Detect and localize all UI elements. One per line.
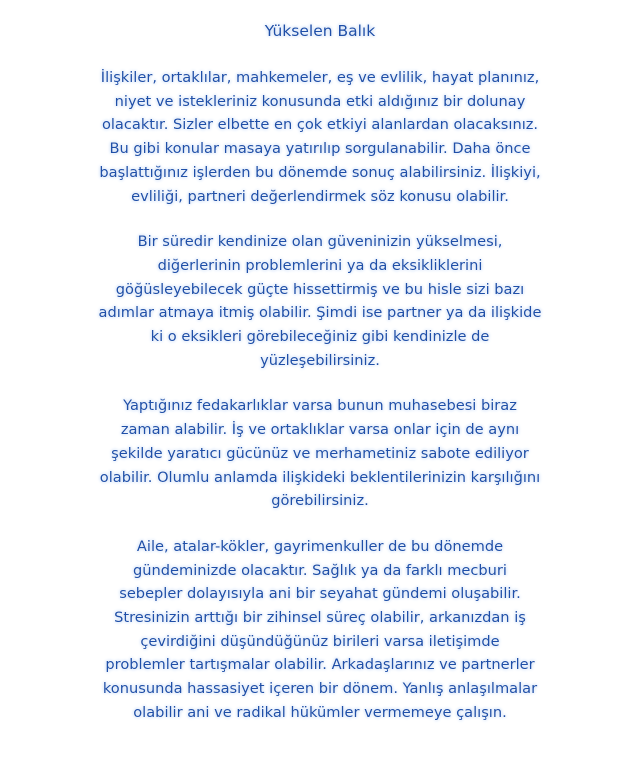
paragraph-2 (0, 230, 640, 372)
text-line: yüzleşebilirsiniz. (260, 351, 380, 369)
text-line: Stresinizin arttığı bir zihinsel süreç olabilir, arkanızdan iş (114, 609, 526, 627)
text-line: Bu gibi konular masaya yatırılıp sorgulanabilir. Daha önce (109, 140, 531, 158)
text-line: gündeminizde olacaktır. Sağlık ya da farklı mecburi (133, 561, 507, 579)
text-line: görebilirsiniz. (271, 492, 369, 510)
text-line: problemler tartışmalar olabilir. Arkadaşlarınız ve partnerler (105, 656, 535, 674)
text-line: olacaktır. Sizler elbette en çok etkiyi alanlardan olacaksınız. (101, 116, 539, 134)
text-line: konusunda hassasiyet içeren bir dönem. Yanlış anlaşılmalar (102, 680, 538, 698)
text-line: olabilir ani ve radikal hükümler vermemeye çalışın. (133, 703, 507, 721)
paragraph-4 (0, 535, 640, 725)
text-line: Aile, atalar-kökler, gayrimenkuller de bu dönemde (136, 537, 504, 555)
text-line: sebepler dolayısıyla ani bir seyahat gündemi oluşabilir. (119, 585, 521, 603)
text-line: şekilde yaratıcı gücünüz ve merhametiniz sabote ediliyor (111, 444, 529, 462)
text-line: diğerlerinin problemlerini ya da eksikliklerini (157, 256, 483, 274)
text-line: çevirdiğini düşündüğünüz birileri varsa iletişimde (140, 632, 500, 650)
text-line: evliliği, partneri değerlendirmek söz konusu olabilir. (131, 187, 509, 205)
text-line: ki o eksikleri görebileceğiniz gibi kendinizle de (150, 328, 490, 346)
text-line: Yaptığınız fedakarlıklar varsa bunun muhasebesi biraz (123, 397, 517, 415)
paragraph-3 (0, 394, 640, 513)
text-line: Bir süredir kendinize olan güveninizin yükselmesi, (137, 233, 503, 251)
text-line: göğüsleyebilecek güçte hissettirmiş ve bu hisle sizi bazı (115, 280, 525, 298)
page-title: Yükselen Balık (264, 22, 376, 40)
text-line: niyet ve istekleriniz konusunda etki aldığınız bir dolunay (114, 92, 526, 110)
paragraph-1 (0, 66, 640, 208)
text-line: İlişkiler, ortaklılar, mahkemeler, eş ve evlilik, hayat planınız, (100, 69, 540, 86)
text-line: başlattığınız işlerden bu dönemde sonuç alabilirsiniz. İlişkiyi, (99, 163, 541, 181)
text-line: olabilir. Olumlu anlamda ilişkideki beklentilerinizin karşılığını (99, 468, 541, 486)
text-line: adımlar atmaya itmiş olabilir. Şimdi ise partner ya da ilişkide (98, 304, 542, 322)
text-line: zaman alabilir. İş ve ortaklıklar varsa onlar için de aynı (120, 421, 520, 439)
